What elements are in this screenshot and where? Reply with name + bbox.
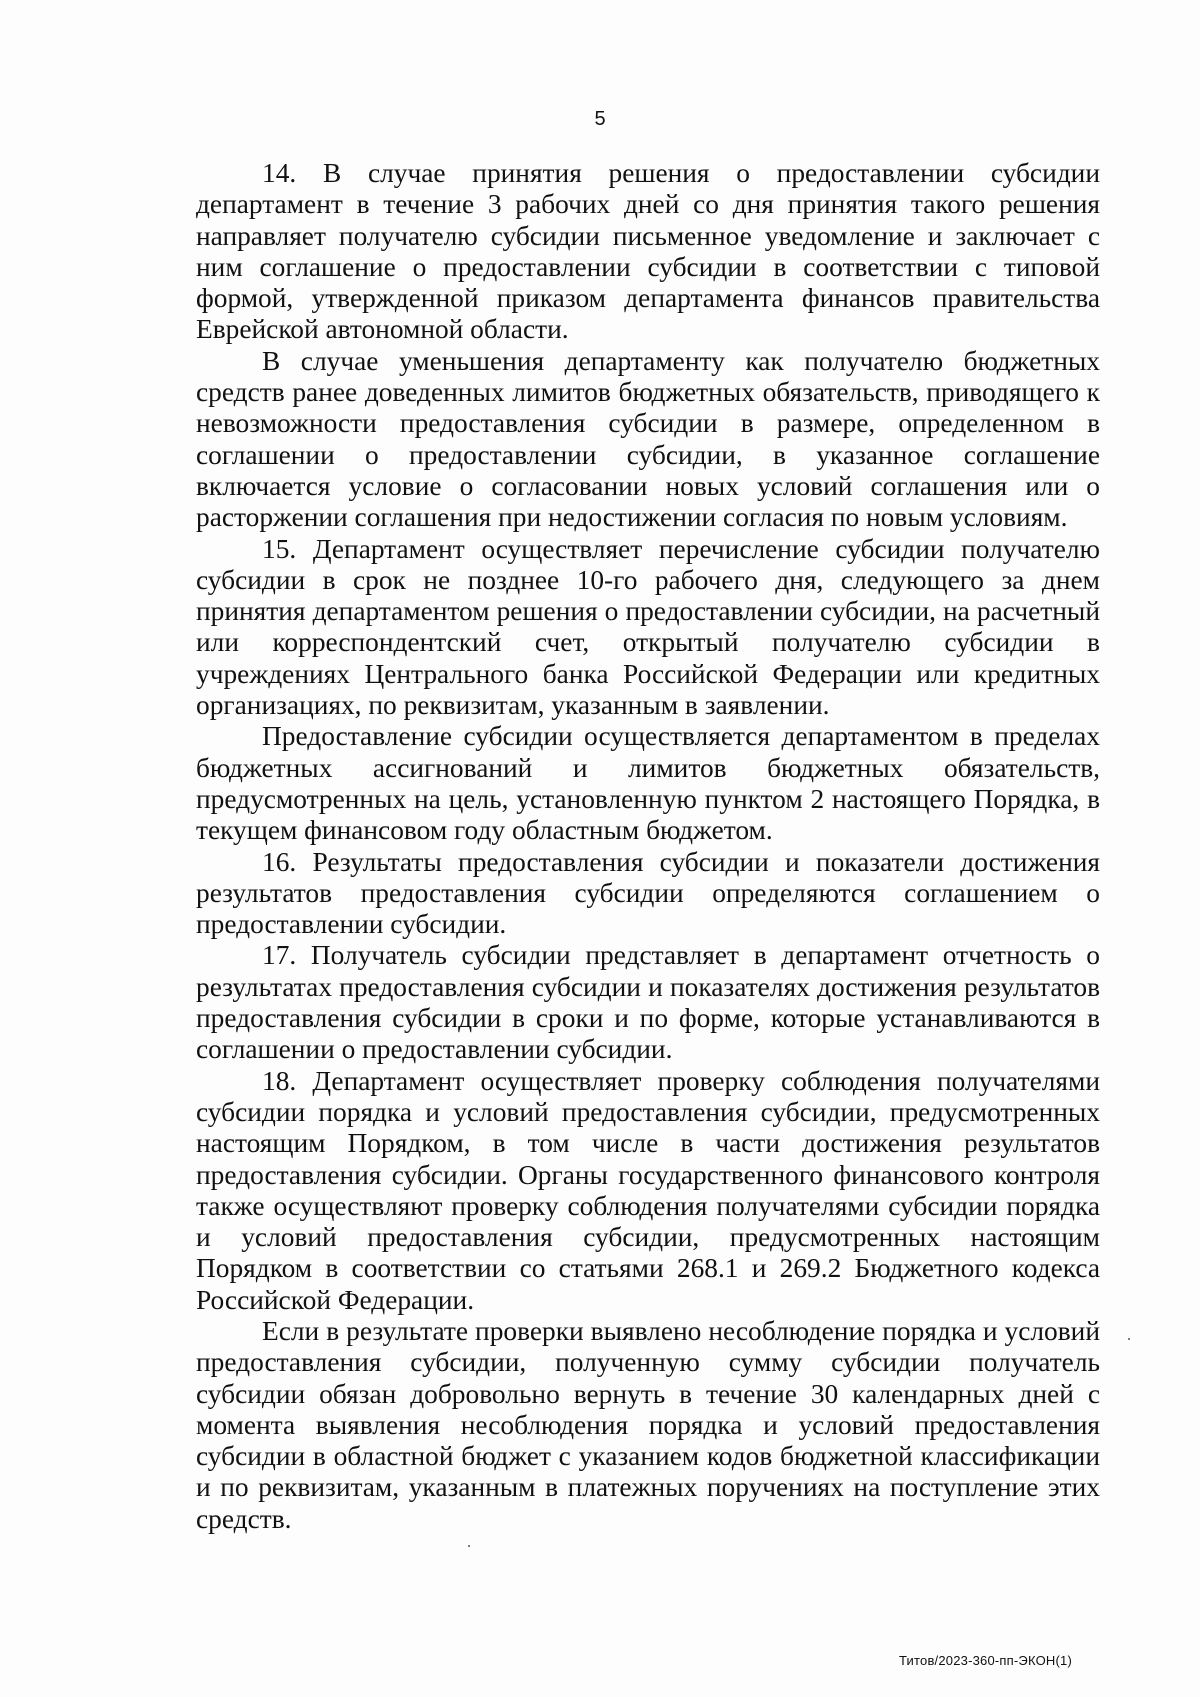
paragraph-15: 15. Департамент осуществляет перечисление субсидии получателю субсидии в срок не позднее 10-го рабочего дня, следующего за днем принятия департаментом решения о предоставлении субсидии, на расчетный или корреспондентский счет, открытый получателю субсидии в учреждениях Центрального банка Российской Федерации или кредитных организациях, по реквизитам, указанным в заявлении.: [196, 533, 1100, 721]
paragraph-14-limits: В случае уменьшения департаменту как получателю бюджетных средств ранее доведенных лимитов бюджетных обязательств, приводящего к невозможности предоставления субсидии в размере, определенном в соглашении о предоставлении субсидии, в указанное соглашение включается условие о согласовании новых условий соглашения или о расторжении соглашения при недостижении согласия по новым условиям.: [196, 345, 1100, 533]
paragraph-14: 14. В случае принятия решения о предоставлении субсидии департамент в течение 3 рабочих дней со дня принятия такого решения направляет получателю субсидии письменное уведомление и заключает с ним соглашение о предоставлении субсидии в соответствии с типовой формой, утвержденной приказом департамента финансов правительства Еврейской автономной области.: [196, 158, 1100, 345]
paragraph-15-budget: Предоставление субсидии осуществляется департаментом в пределах бюджетных ассигнований и лимитов бюджетных обязательств, предусмотренных на цель, установленную пунктом 2 настоящего Порядка, в текущем финансовом году областным бюджетом.: [196, 721, 1100, 846]
paragraph-17: 17. Получатель субсидии представляет в департамент отчетность о результатах предоставления субсидии и показателях достижения результатов предоставления субсидии в сроки и по форме, которые устанавливаются в соглашении о предоставлении субсидии.: [196, 940, 1100, 1065]
document-body: [196, 158, 1100, 1535]
paragraph-16: 16. Результаты предоставления субсидии и показатели достижения результатов предоставления субсидии определяются соглашением о предоставлении субсидии.: [196, 846, 1100, 940]
paragraph-18-refund: Если в результате проверки выявлено несоблюдение порядка и условий предоставления субсидии, полученную сумму субсидии получатель субсидии обязан добровольно вернуть в течение 30 календарных дней с момента выявления несоблюдения порядка и условий предоставления субсидии в областной бюджет с указанием кодов бюджетной классификации и по реквизитам, указанным в платежных поручениях на поступление этих средств.: [196, 1315, 1100, 1534]
paragraph-18: 18. Департамент осуществляет проверку соблюдения получателями субсидии порядка и условий предоставления субсидии, предусмотренных настоящим Порядком, в том числе в части достижения результатов предоставления субсидии. Органы государственного финансового контроля также осуществляют проверку соблюдения получателями субсидии порядка и условий предоставления субсидии, предусмотренных настоящим Порядком в соответствии со статьями 268.1 и 269.2 Бюджетного кодекса Российской Федерации.: [196, 1065, 1100, 1315]
document-footer-code: Титов/2023-360-пп-ЭКОН(1): [898, 1653, 1072, 1668]
page-number: 5: [594, 108, 606, 130]
scan-speck: [468, 1545, 470, 1547]
scan-speck: [1128, 1338, 1130, 1340]
